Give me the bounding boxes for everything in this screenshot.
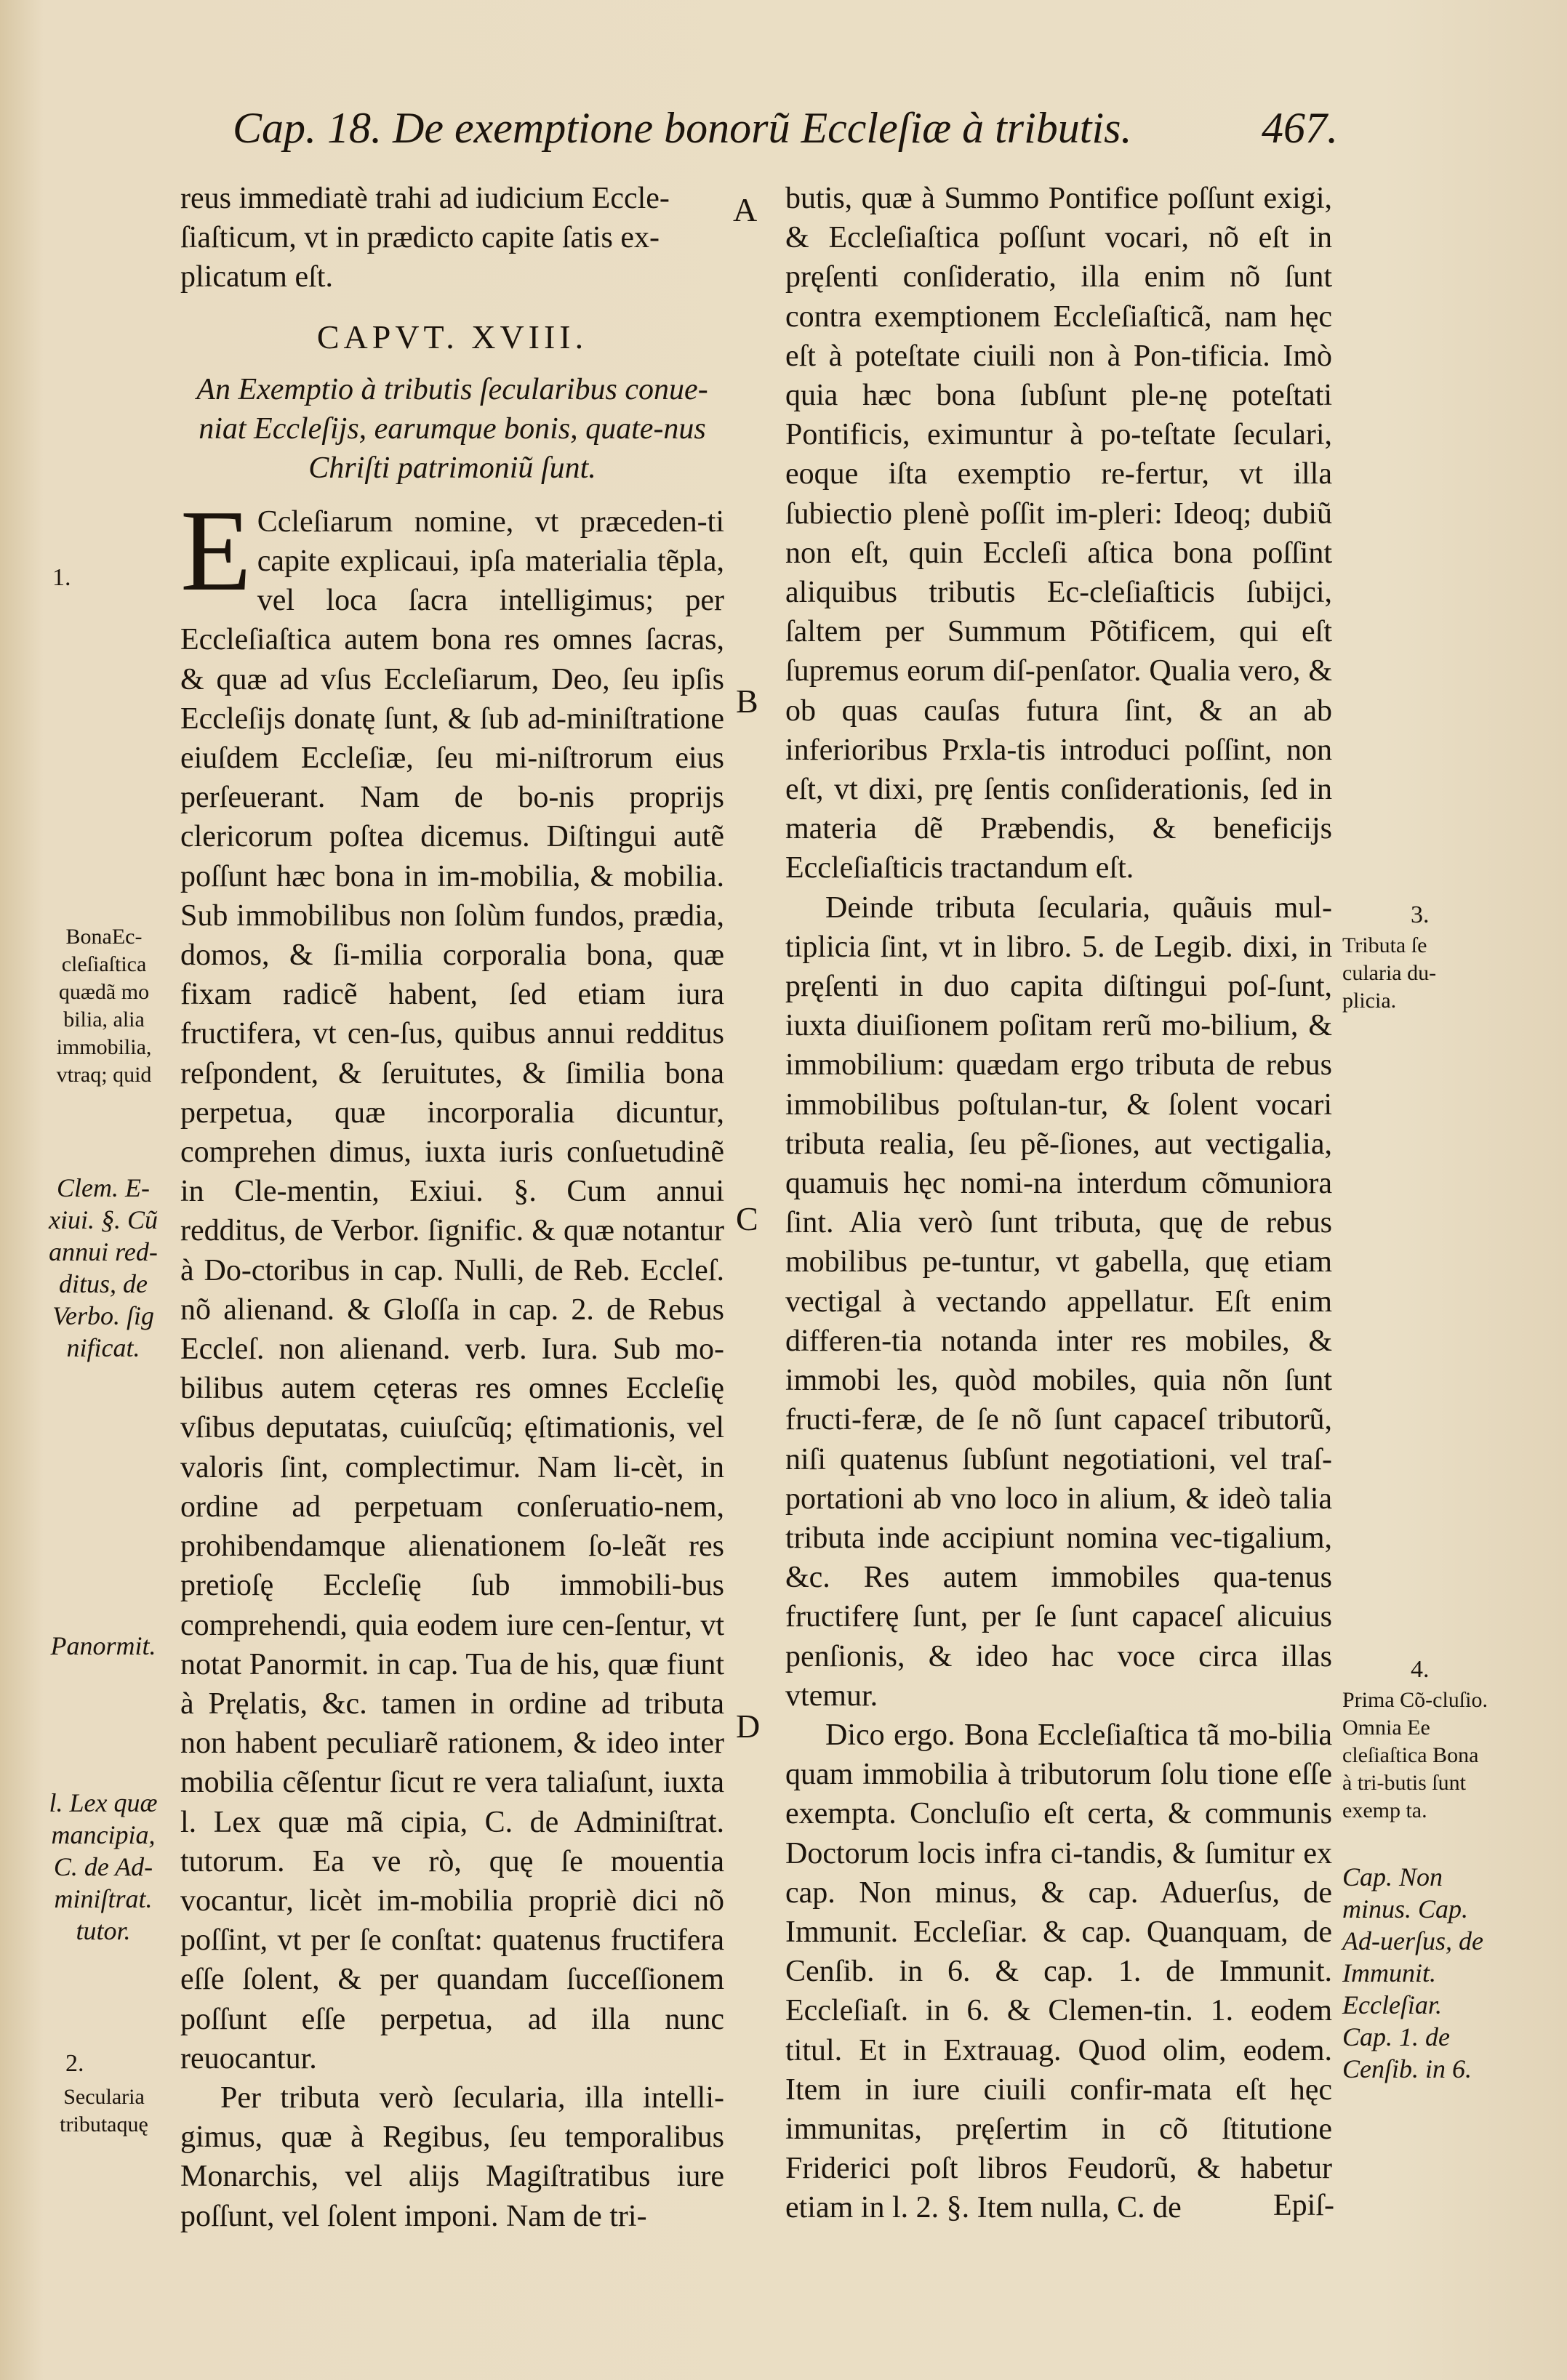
page-number: 467.	[1262, 104, 1338, 152]
margin-number-4: 4.	[1411, 1656, 1430, 1683]
left-paragraph-1-text: Ccleſiarum nomine, vt præceden-ti capite explicaui, ipſa materialia tẽpla, vel loca ſacra intelligimus; per Eccleſiaſtica autem bona res omnes ſacras, & quæ ad vſus Eccleſiarum, Deo, ſeu ipſis Eccleſijs donatę ſunt, & ſub ad-miniſtratione eiuſdem Eccleſiæ, ſeu mi-niſtrorum eius perſeuerant. Nam de bo-nis proprijs clericorum poſtea dicemus. Diſtingui autẽ poſſunt hæc bona in im-mobilia, & mobilia. Sub immobilibus non ſolùm fundos, prædia, domos, & ſi-milia corporalia bona, quæ fixam radicẽ habent, ſed etiam iura fructifera, vt cen-ſus, quibus annui redditus reſpondent, & ſeruitutes, & ſimilia bona perpetua, quæ incorporalia dicuntur, comprehen dimus, iuxta iuris conſuetudinẽ in Cle-mentin, Exiui. §. Cum annui redditus, de Verbor. ſignific. & quæ notantur à Do-ctoribus in cap. Nulli, de Reb. Eccleſ. nõ alienand. & Gloſſa in cap. 2. de Rebus Eccleſ. non alienand. verb. Iura. Sub mo-bilibus autem cęteras res omnes Eccleſię vſibus deputatas, cuiuſcũq; ęſtimationis, vel valoris ſint, complectimur. Nam li-cèt, in ordine ad perpetuam conſeruatio-nem, prohibendamque alienationem ſo-leãt res pretioſę Eccleſię ſub immobili-bus comprehendi, quia eodem iure cen-ſentur, vt notat Panormit. in cap. Tua de his, quæ fiunt à Pręlatis, &c. tamen in ordine ad tributa non habent peculiarẽ rationem, & ideo inter mobilia cẽſentur ſicut re vera taliaſunt, iuxta l. Lex quæ mã cipia, C. de Adminiſtrat. tutorum. Ea ve rò, quę ſe mouentia vocantur, licèt im-mobilia propriè dici nõ poſſint, vt per ſe conſtat: quatenus fructifera eſſe ſolent, & per quandam ſucceſſionem poſſunt eſſe perpetua, ad illa nunc reuocantur.	[180, 504, 724, 2075]
section-letter-c: C	[736, 1200, 758, 1237]
margin-note-clem: Clem. E-xiui. §. Cũ annui red-ditus, de Verbo. ſig nificat.	[49, 1173, 158, 1362]
right-paragraph-3: Dico ergo. Bona Eccleſiaſtica tã mo-bilia quam immobilia à tributorum ſolu tione eſſe exempta. Concluſio eſt certa, & communis Doctorum locis infra ci-tandis, & ſumitur ex cap. Non minus, & cap. Aduerſus, de Immunit. Eccleſiar. & cap. Quanquam, de Cenſib. in 6. & cap. 1. de Immunit. Eccleſiaſt. in 6. & Clemen-tin. 1. eodem titul. Et in Extrauag. Quod olim, eodem. Item in iure ciuili confir-mata eſt hęc immunitas, pręſertim in cõ ſtitutione Friderici poſt libros Feudorũ, & habetur etiam in l. 2. §. Item nulla, C. de	[785, 1718, 1332, 2225]
section-letter-d: D	[736, 1708, 761, 1745]
margin-note-caps: Cap. Non minus. Cap. Ad-uerſus, de Immunit. Eccleſiar. Cap. 1. de Cenſib. in 6.	[1342, 1862, 1483, 2083]
left-paragraph-2: Per tributa verò ſecularia, illa intelli-gimus, quæ à Regibus, ſeu temporalibus Monarchis, vel alijs Magiſtratibus iure poſſunt, vel ſolent imponi. Nam de tri-	[180, 2081, 724, 2233]
margin-number-2: 2.	[65, 2050, 84, 2077]
margin-note-prima: Prima Cõ-cluſio. Omnia Ee cleſiaſtica Bona à tri-butis ſunt exemp ta.	[1342, 1688, 1488, 1822]
catchword: Epiſ-	[1273, 2189, 1334, 2222]
top-line-1: reus immediatè trahi ad iudicium Eccle-	[180, 182, 670, 215]
section-letter-a: A	[733, 191, 758, 228]
margin-note-panormit: Panormit.	[50, 1631, 156, 1660]
chapter-title: CAPVT. XVIII.	[316, 318, 588, 355]
right-column	[785, 179, 1332, 2228]
margin-number-1: 1.	[52, 564, 71, 591]
drop-cap: E	[180, 485, 252, 615]
margin-number-3: 3.	[1411, 901, 1430, 928]
chapter-subtitle: An Exemptio à tributis ſecularibus conue-niat Eccleſijs, earumque bonis, quate-nus Chriſti patrimoniũ ſunt.	[196, 372, 708, 485]
page-header	[233, 103, 1338, 154]
section-letter-b: B	[736, 683, 758, 720]
left-column	[180, 179, 724, 2236]
top-line-3: plicatum eſt.	[180, 260, 333, 294]
top-line-2: ſiaſticum, vt in prædicto capite ſatis ex-	[180, 221, 660, 255]
running-title: Cap. 18. De exemptione bonorũ Eccleſiæ à tributis.	[233, 104, 1132, 152]
right-paragraph-2: Deinde tributa ſecularia, quãuis mul-tiplicia ſint, vt in libro. 5. de Legib. dixi, in pręſenti in duo capita diſtingui poſ-ſunt, iuxta diuiſionem poſitam rerũ mo-bilium, & immobilium: quædam ergo tributa de rebus immobilibus poſtulan-tur, & ſolent vocari tributa realia, ſeu pẽ-ſiones, aut vectigalia, quamuis hęc nomi-na interdum cõmuniora ſint. Alia verò ſunt tributa, quę de rebus mobilibus pe-tuntur, vt gabella, quę etiam vectigal à vectando appellatur. Eſt enim differen-tia notanda inter res mobiles, & immobi les, quòd mobiles, quia nõn ſunt fructi-feræ, de ſe nõ ſunt capaceſ tributorũ, niſi quatenus ſubſunt negotiationi, vel traſ-portationi ab vno loco in alium, & ideò talia tributa inde accipiunt nomina vec-tigalium, &c. Res autem immobiles qua-tenus fructiferę ſunt, per ſe ſunt capaceſ alicuius penſionis, & ideo hac voce circa illas vtemur.	[785, 891, 1332, 1713]
margin-note-tributa: Tributa ſe cularia du-plicia.	[1342, 933, 1437, 1013]
right-paragraph-1: butis, quæ à Summo Pontifice poſſunt exigi, & Eccleſiaſtica poſſunt vocari, nõ eſt in pręſenti conſideratio, illa enim nõ ſunt contra exemptionem Eccleſiaſticã, nam hęc eſt à poteſtate ciuili non à Pon-tificia. Imò quia hæc bona ſubſunt ple-nę poteſtati Pontificis, eximuntur à po-teſtate ſeculari, eoque iſta exemptio re-fertur, vt illa ſubiectio plenè poſſit im-pleri: Ideoq; dubiũ non eſt, quin Eccleſi aſtica bona poſſint aliquibus tributis Ec-cleſiaſticis ſubijci, ſaltem per Summum Põtificem, qui eſt ſupremus eorum diſ-penſator. Qualia vero, & ob quas cauſas futura ſint, & an ab inferioribus Prxla-tis introduci poſſint, non eſt, vt dixi, prę ſentis conſiderationis, ſed in materia dẽ Præbendis, & beneficijs Eccleſiaſticis tractandum eſt.	[785, 182, 1332, 885]
margin-note-bona: BonaEc-cleſiaſtica quædã mo bilia, alia immobilia, vtraq; quid	[56, 925, 152, 1087]
margin-note-lex: l. Lex quæ mancipia, C. de Ad-miniſtrat. tutor.	[49, 1788, 158, 1945]
left-paragraph-1	[180, 485, 724, 2078]
margin-note-secularia: Secularia tributaquę	[60, 2085, 148, 2136]
